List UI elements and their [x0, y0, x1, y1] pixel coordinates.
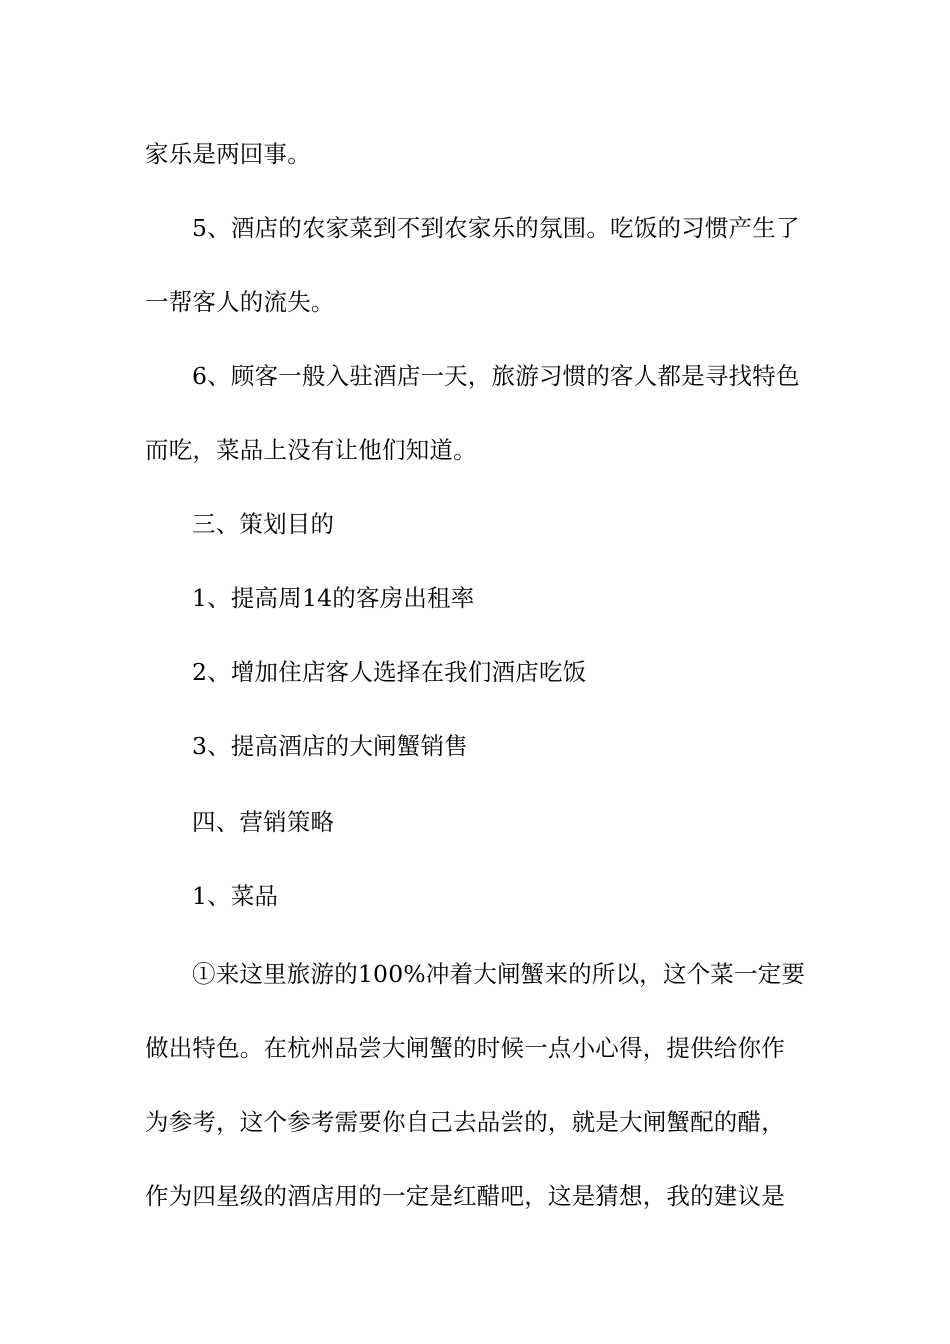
section-heading: 四、营销策略: [192, 808, 335, 836]
text-line: 5、酒店的农家菜到不到农家乐的氛围。吃饭的习惯产生了: [192, 214, 800, 242]
text-line: 3、提高酒店的大闸蟹销售: [192, 732, 468, 760]
text-line: 一帮客人的流失。: [145, 288, 335, 316]
text-line: 作为四星级的酒店用的一定是红醋吧，这是猜想，我的建议是: [145, 1182, 785, 1210]
text-line: 家乐是两回事。: [145, 140, 311, 168]
text-line: 6、顾客一般入驻酒店一天，旅游习惯的客人都是寻找特色: [192, 362, 800, 390]
text-line: 而吃，菜品上没有让他们知道。: [145, 436, 477, 464]
text-line: 2、增加住店客人选择在我们酒店吃饭: [192, 658, 587, 686]
text-line: ①来这里旅游的100%冲着大闸蟹来的所以，这个菜一定要: [192, 960, 806, 988]
section-heading: 三、策划目的: [192, 510, 335, 538]
text-line: 做出特色。在杭州品尝大闸蟹的时候一点小心得，提供给你作: [145, 1034, 785, 1062]
text-line: 为参考，这个参考需要你自己去品尝的，就是大闸蟹配的醋，: [145, 1108, 785, 1136]
text-line: 1、菜品: [192, 882, 279, 910]
text-line: 1、提高周14的客房出租率: [192, 584, 475, 612]
